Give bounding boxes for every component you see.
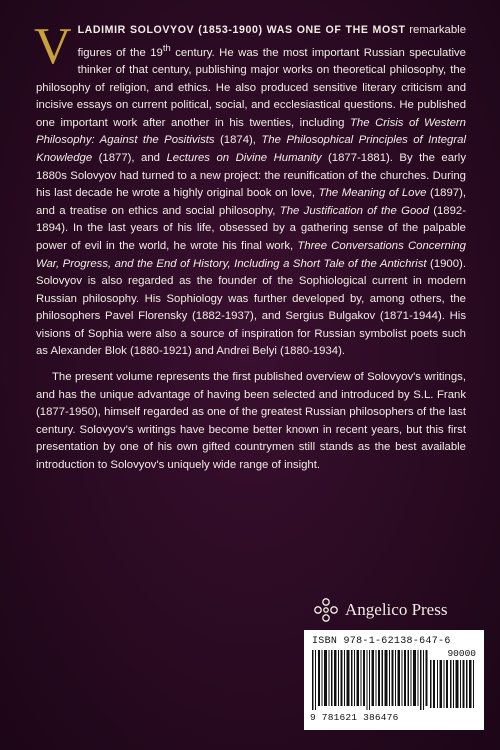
publisher-mark	[313, 597, 447, 623]
text-run: (1874),	[214, 134, 262, 147]
superscript: th	[162, 42, 171, 54]
flower-cross-logo-icon	[313, 597, 339, 623]
work-title: Three Conversations Concerning War, Progress, and the End of History, Including a Short Tale of the Antichrist	[36, 239, 466, 270]
text-run: (1892-1894). In the last years of his life, obsessed by a gathering sense of the palpable power of evil in the world, he wrote his final work,	[36, 204, 467, 252]
work-title: The Philosophical Principles of Integral Knowledge	[36, 134, 466, 164]
price-barcode-bars	[430, 660, 476, 708]
work-title: The Crisis of Western Philosophy: Against the Positivists	[36, 116, 466, 147]
ean-digits: 9 781621 386476	[310, 712, 399, 723]
isbn-number: ISBN 978-1-62138-647-6	[312, 636, 451, 647]
text-run: century. He was the most important Russian speculative thinker of that century, publishing major works on theoretical philosophy, the philosophy of religion, and ethics. He also produced sensitive literary criticism and incisive essays on current political, social, and ecclesiastical questions. He published one important work after another in his twenties, including	[36, 46, 466, 129]
lead-in-caps: LADIMIR SOLOVYOV (1853-1900) WAS ONE OF THE MOST	[77, 24, 406, 36]
blurb-paragraph-1	[34, 18, 467, 361]
back-cover-blurb	[34, 18, 467, 475]
text-run: (1897), and a treatise on ethics and social philosophy,	[36, 187, 466, 217]
drop-cap: V	[34, 18, 72, 75]
text-run: remarkable figures of the 19	[77, 24, 466, 59]
work-title: The Meaning of Love	[318, 187, 427, 200]
publisher-name: Angelico Press	[345, 600, 448, 619]
isbn-barcode	[304, 630, 484, 730]
text-run: (1877), and	[92, 151, 167, 164]
price-code: 90000	[447, 648, 476, 659]
text-run: (1877-1881). By the early 1880s Solovyov had turned to a new project: the reunification of the churches. During his last decade he wrote a highly original book on love,	[36, 151, 466, 200]
text-run: (1900). Solovyov is also regarded as the founder of the Sophiological current in modern Russian philosophy. His Sophiology was further developed by, among others, the philosophers Pavel Florensky (1882-1937), and Sergius Bulgakov (1871-1944). His visions of Sophia were also a source of inspiration for Russian symbolist poets such as Alexander Blok (1880-1921) and Andrei Belyi (1880-1934).	[36, 257, 466, 358]
work-title: Lectures on Divine Humanity	[166, 151, 322, 164]
work-title: The Justification of the Good	[279, 204, 429, 217]
blurb-paragraph-2: The present volume represents the first published overview of Solovyov's writings, and has the unique advantage of having been selected and introduced by S.L. Frank (1877-1950), himself regarded as one of the greatest Russian philosophers of the last century. Solovyov's writings have become better known in recent years, but this first presentation by one of his own gifted countrymen still stands as the best available introduction to Solovyov's uniquely wide range of insight.	[36, 371, 466, 472]
